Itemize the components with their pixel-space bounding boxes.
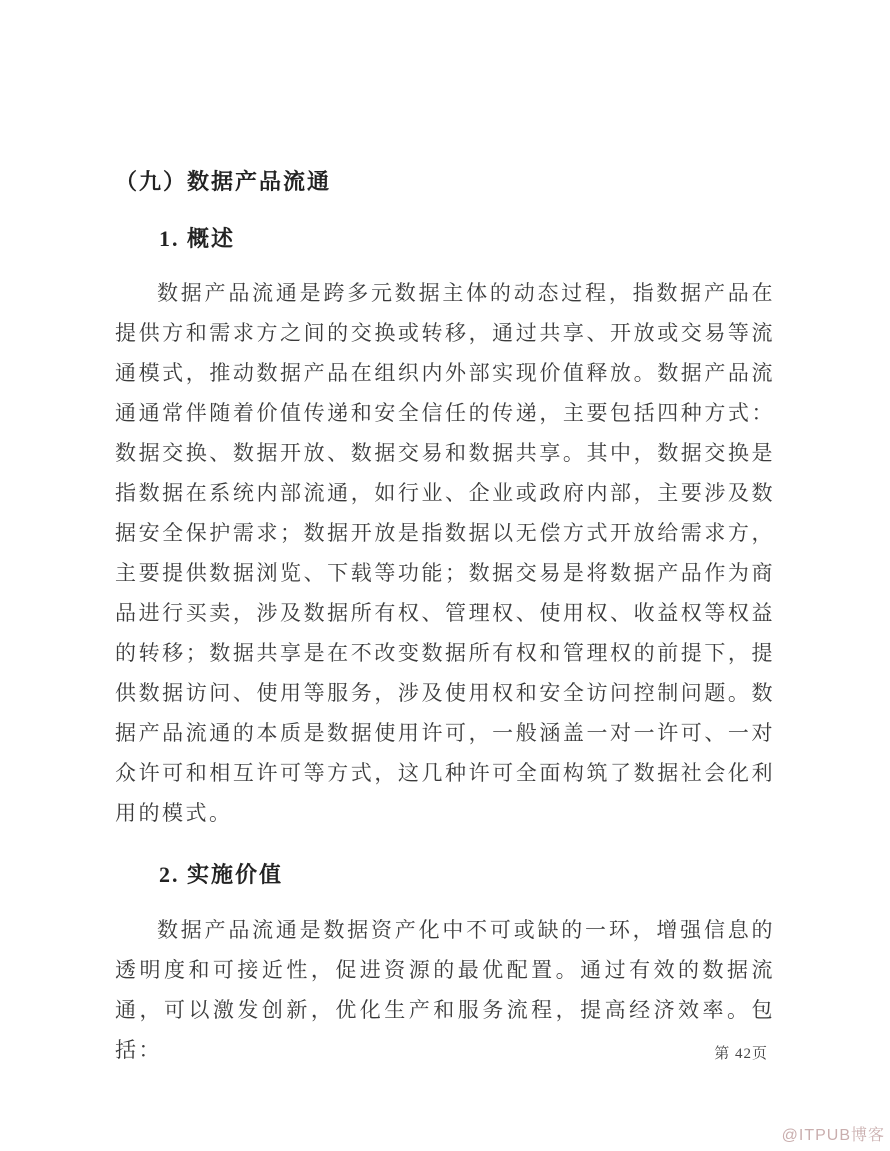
subsection-2-paragraph: 数据产品流通是数据资产化中不可或缺的一环，增强信息的透明度和可接近性，促进资源的最优配置。通过有效的数据流通，可以激发创新，优化生产和服务流程，提高经济效率。包括： bbox=[115, 917, 775, 1062]
subsection-1-paragraph: 数据产品流通是跨多元数据主体的动态过程，指数据产品在提供方和需求方之间的交换或转移，通过共享、开放或交易等流通模式，推动数据产品在组织内外部实现价值释放。数据产品流通通常伴随着价值传递和安全信任的传递，主要包括四种方式：数据交换、数据开放、数据交易和数据共享。其中，数据交换是指数据在系统内部流通，如行业、企业或政府内部，主要涉及数据安全保护需求；数据开放是指数据以无偿方式开放给需求方，主要提供数据浏览、下载等功能；数据交易是将数据产品作为商品进行买卖，涉及数据所有权、管理权、使用权、收益权等权益的转移；数据共享是在不改变数据所有权和管理权的前提下，提供数据访问、使用等服务，涉及使用权和安全访问控制问题。数据产品流通的本质是数据使用许可，一般涵盖一对一许可、一对众许可和相互许可等方式，这几种许可全面构筑了数据社会化利用的模式。 bbox=[115, 281, 775, 826]
section-heading: （九）数据产品流通 bbox=[115, 169, 332, 194]
subsection-1-heading: 1. 概述 bbox=[159, 225, 236, 251]
watermark-text: @ITPUB博客 bbox=[781, 1127, 885, 1144]
subsection-2-heading: 2. 实施价值 bbox=[159, 862, 284, 888]
page-number: 第 42页 bbox=[714, 1046, 768, 1062]
